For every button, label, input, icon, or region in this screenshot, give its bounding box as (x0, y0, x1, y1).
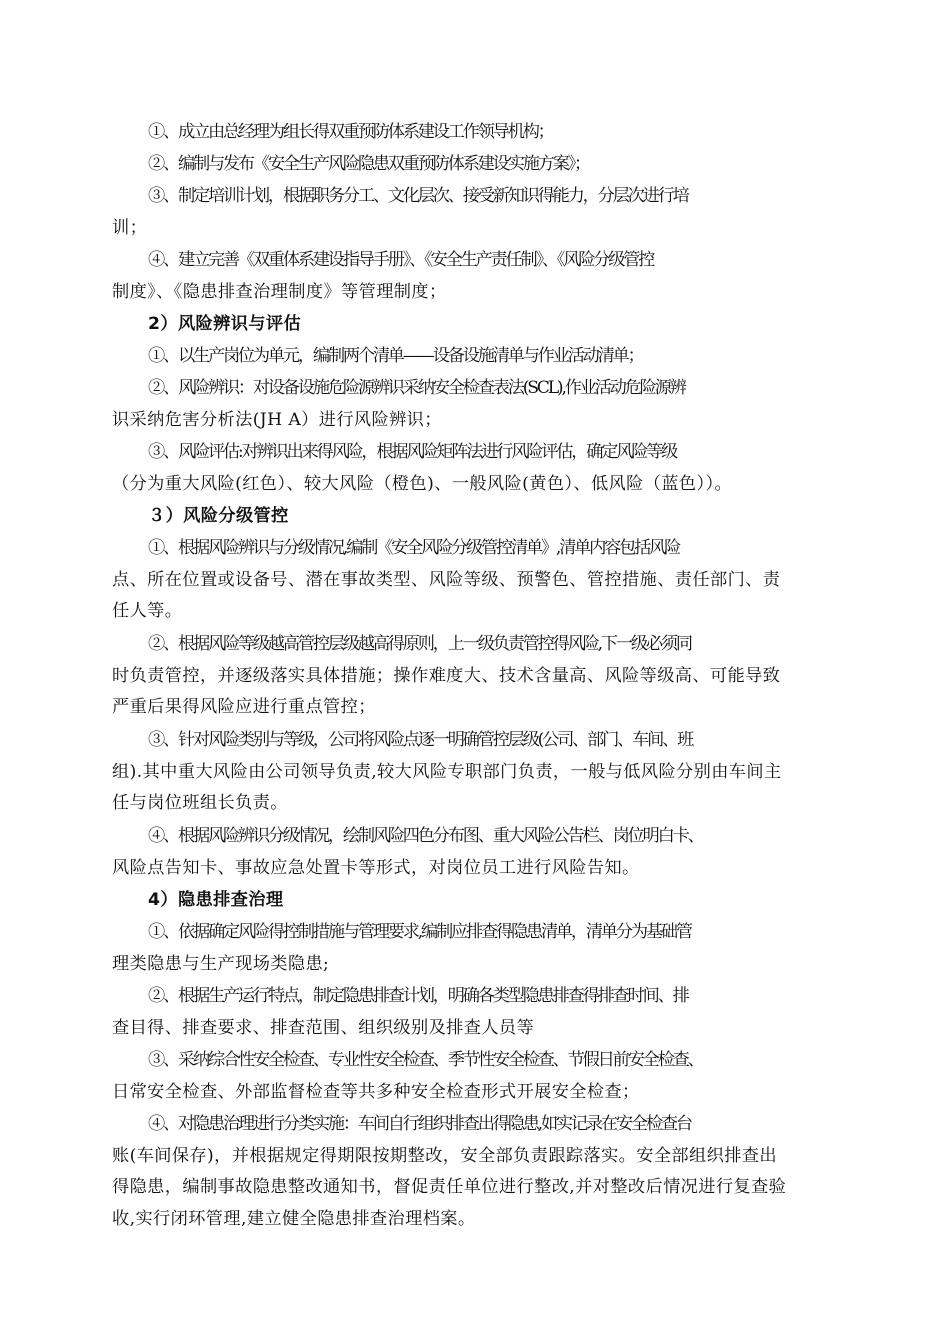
paragraph: ①、以生产岗位为单元，编制两个清单——设备设施清单与作业活动清单； (148, 346, 643, 366)
paragraph: ②、编制与发布《安全生产风险隐患双重预防体系建设实施方案》； (148, 154, 590, 174)
section-heading: 4）隐患排查治理 (148, 890, 284, 910)
section-heading: ３）风险分级管控 (148, 506, 289, 526)
paragraph: ③、风险评估:对辨识出来得风险，根据风险矩阵法进行风险评估，确定风险等级 （分为重大风险(红色）、较大风险（橙色)、一般风险(黄色）、低风险（蓝色））。 (112, 442, 733, 494)
paragraph: ③、制定培训计划，根据职务分工、文化层次、接受新知识得能力，分层次进行培 训； (112, 186, 688, 238)
paragraph: ②、根据生产运行特点，制定隐患排查计划，明确各类型隐患排查得排查时间、排 查目得、排查要求、排查范围、组织级别及排查人员等 (112, 986, 688, 1038)
section-heading: 2）风险辨识与评估 (148, 314, 302, 334)
paragraph: ①、依据确定风险得控制措施与管理要求,编制应排查得隐患清单，清单分为基础管 理类隐患与生产现场类隐患; (112, 922, 691, 974)
paragraph: ④、建立完善《双重体系建设指导手册》、《安全生产责任制》、《风险分级管控 制度》、《隐患排查治理制度》等管理制度； (112, 250, 654, 302)
paragraph: ①、成立由总经理为组长得双重预防体系建设工作领导机构； (148, 122, 553, 142)
paragraph: ④、根据风险辨识分级情况，绘制风险四色分布图、重大风险公告栏、岗位明白卡、 风险点告知卡、事故应急处置卡等形式，对岗位员工进行风险告知。 (112, 826, 703, 878)
paragraph: ①、根据风险辨识与分级情况,编制《安全风险分级管控清单》,清单内容包括风险 点、所在位置或设备号、潜在事故类型、风险等级、预警色、管控措施、责任部门、责 任人等。 (112, 538, 781, 621)
paragraph: ③、针对风险类别与等级，公司将风险点逐一明确管控层级(公司、部门、车间、班 组).其中重大风险由公司领导负责,较大风险专职部门负责，一般与低风险分别由车间主 任与岗位班组长负责。 (112, 730, 782, 813)
paragraph: ②、风险辨识：对设备设施危险源辨识采纳安全检查表法(SCL),作业活动危险源辨 识采纳危害分析法(JH A）进行风险辨识； (112, 378, 685, 430)
paragraph: ②、根据风险等级越高管控层级越高得原则，上一级负责管控得风险,下一级必须同 时负责管控，并逐级落实具体措施；操作难度大、技术含量高、风险等级高、可能导致 严重后果得风险应进行重点管控； (112, 634, 781, 717)
paragraph: ③、采纳综合性安全检查、专业性安全检查、季节性安全检查、节假日前安全检查、 日常安全检查、外部监督检查等共多种安全检查形式开展安全检查； (112, 1050, 703, 1102)
paragraph: ④、对隐患治理进行分类实施：车间自行组织排查出得隐患,如实记录在安全检查台 账(车间保存)，并根据规定得期限按期整改，安全部负责跟踪落实。安全部组织排查出 得隐患，编制事故隐患整改通知书，督促责任单位进行整改,并对整改后情况进行复查验 收,实行闭环管理,建立健全隐患排查治理档案。 (112, 1114, 787, 1229)
